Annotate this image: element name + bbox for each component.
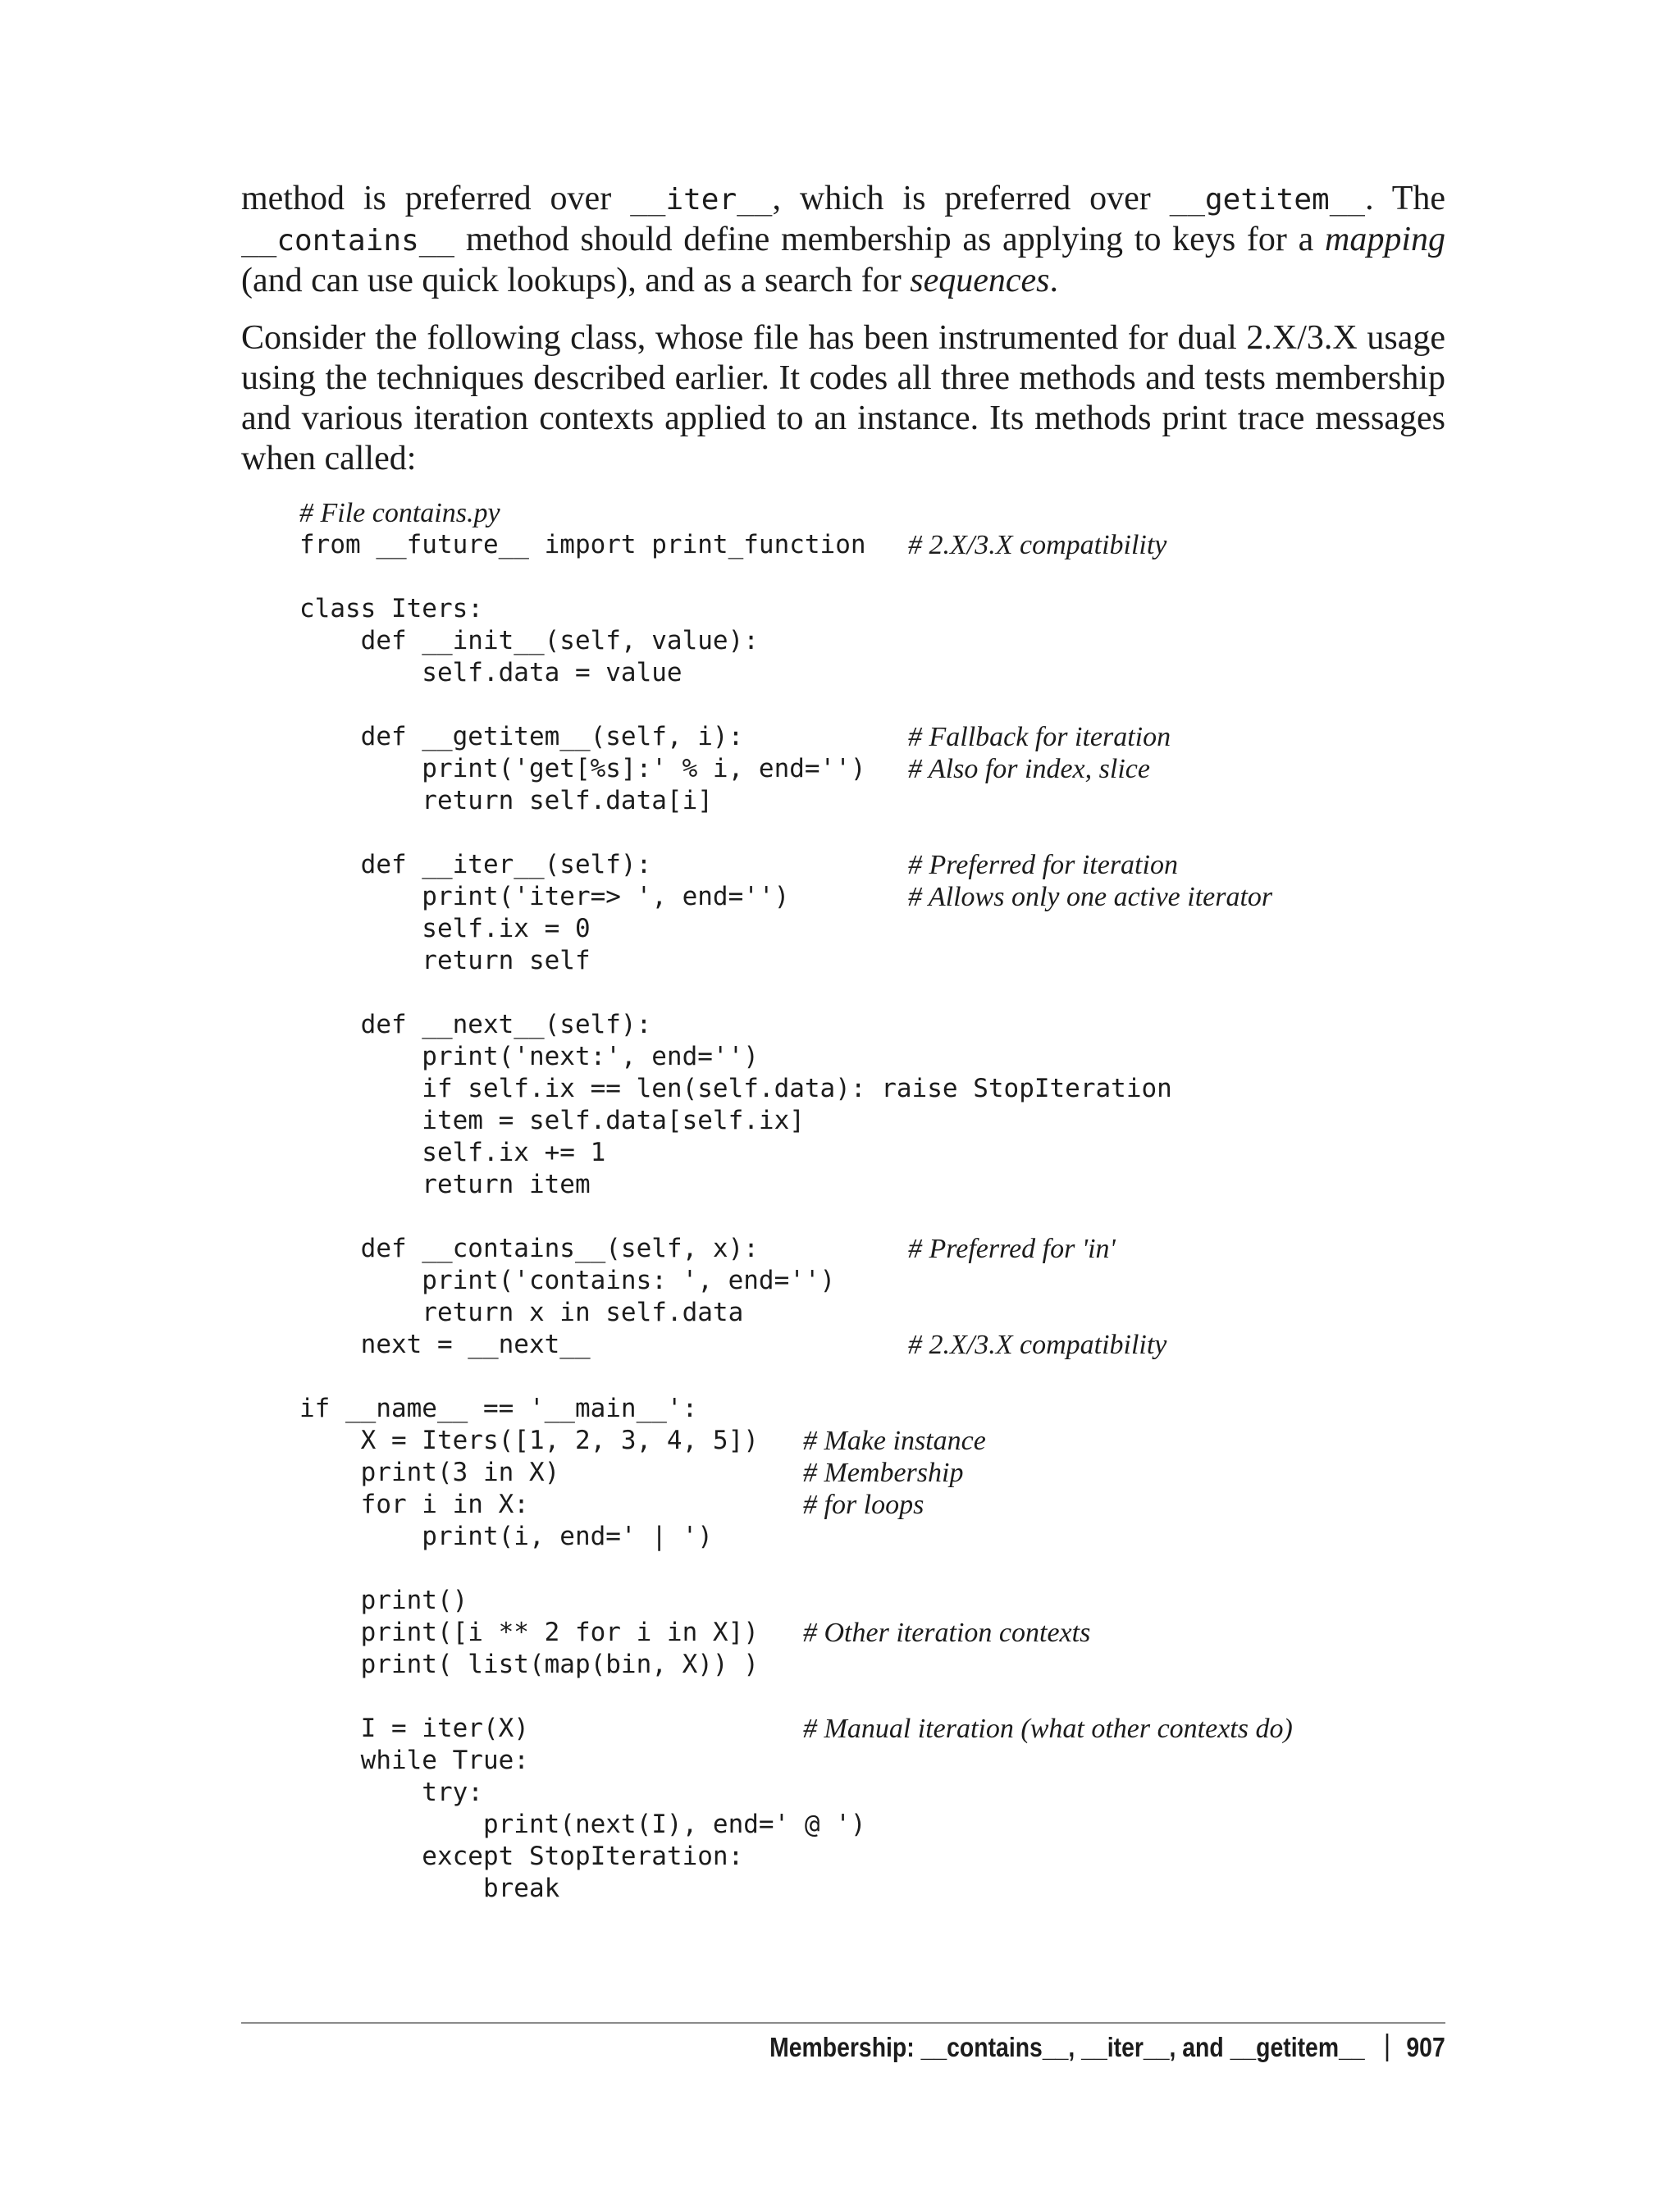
emphasis: sequences bbox=[910, 262, 1050, 299]
code-line bbox=[299, 1681, 1489, 1713]
code-line bbox=[299, 1553, 1489, 1585]
code-comment: # Membership bbox=[803, 1458, 964, 1488]
code-line: print() bbox=[299, 1586, 468, 1615]
code-line: self.ix += 1 bbox=[299, 1138, 606, 1167]
code-line: return self bbox=[299, 946, 591, 975]
code-comment: # File contains.py bbox=[299, 498, 500, 528]
inline-code: __iter__ bbox=[630, 183, 773, 217]
code-line bbox=[299, 561, 1489, 593]
code-comment: # Preferred for 'in' bbox=[908, 1234, 1116, 1264]
code-line: I = iter(X) # Manual iteration (what other contexts do) bbox=[299, 1714, 1293, 1744]
code-line: print('contains: ', end='') bbox=[299, 1266, 836, 1295]
code-line: break bbox=[299, 1874, 560, 1903]
code-line: print(next(I), end=' @ ') bbox=[299, 1810, 866, 1839]
code-line: def __contains__(self, x): # Preferred for 'in' bbox=[299, 1234, 1116, 1264]
code-line bbox=[299, 689, 1489, 721]
emphasis: mapping bbox=[1325, 221, 1445, 258]
code-line bbox=[299, 977, 1489, 1009]
code-line: self.data = value bbox=[299, 658, 682, 687]
code-comment: # Preferred for iteration bbox=[908, 850, 1178, 880]
code-comment: # Make instance bbox=[803, 1426, 986, 1456]
text-span: . The bbox=[1365, 180, 1445, 217]
code-line: print('next:', end='') bbox=[299, 1042, 759, 1071]
inline-code: __contains__ bbox=[241, 224, 455, 258]
code-line: print('get[%s]:' % i, end='') # Also for index, slice bbox=[299, 754, 1150, 784]
paragraph-intro bbox=[241, 179, 1445, 301]
code-line: if self.ix == len(self.data): raise StopIteration bbox=[299, 1074, 1172, 1103]
code-line: print([i ** 2 for i in X]) # Other iteration contexts bbox=[299, 1618, 1091, 1648]
code-listing bbox=[299, 497, 1489, 1905]
code-file-comment bbox=[299, 497, 1489, 529]
code-line: print('iter=> ', end='') # Allows only one active iterator bbox=[299, 882, 1273, 912]
code-line: next = __next__ # 2.X/3.X compatibility bbox=[299, 1330, 1167, 1360]
code-line: self.ix = 0 bbox=[299, 914, 591, 943]
code-comment: # 2.X/3.X compatibility bbox=[908, 1330, 1167, 1360]
code-line: def __init__(self, value): bbox=[299, 626, 759, 655]
code-line: except StopIteration: bbox=[299, 1842, 744, 1871]
code-line bbox=[299, 1201, 1489, 1233]
footer-divider bbox=[1386, 2034, 1389, 2061]
text-span: , which is preferred over bbox=[772, 180, 1170, 217]
paragraph-consider: Consider the following class, whose file has been instrumented for dual 2.X/3.X usage using the techniques described earlier. It codes all three methods and tests membership and various iteration contexts applied to an instance. Its methods print trace messages when called: bbox=[241, 319, 1445, 477]
code-line: if __name__ == '__main__': bbox=[299, 1394, 698, 1423]
code-line: for i in X: # for loops bbox=[299, 1490, 924, 1520]
text-span: method is preferred over bbox=[241, 180, 631, 217]
code-line: try: bbox=[299, 1778, 483, 1807]
code-line: def __getitem__(self, i): # Fallback for iteration bbox=[299, 722, 1171, 752]
code-line: print( list(map(bin, X)) ) bbox=[299, 1650, 759, 1679]
code-comment: # Fallback for iteration bbox=[908, 722, 1171, 752]
text-span: method should define membership as applying to keys for a bbox=[454, 221, 1325, 258]
text-span: (and can use quick lookups), and as a search for bbox=[241, 262, 911, 299]
code-line: X = Iters([1, 2, 3, 4, 5]) # Make instance bbox=[299, 1426, 986, 1456]
code-comment: # Allows only one active iterator bbox=[908, 882, 1273, 912]
inline-code: __getitem__ bbox=[1169, 183, 1366, 217]
code-line: def __iter__(self): # Preferred for iteration bbox=[299, 850, 1178, 880]
code-line: class Iters: bbox=[299, 594, 483, 623]
code-line: print(3 in X) # Membership bbox=[299, 1458, 964, 1488]
code-comment: # Manual iteration (what other contexts do) bbox=[803, 1714, 1293, 1744]
text-span: . bbox=[1049, 262, 1058, 299]
code-line bbox=[299, 1361, 1489, 1393]
code-comment: # 2.X/3.X compatibility bbox=[908, 530, 1167, 560]
code-line: def __next__(self): bbox=[299, 1010, 652, 1039]
code-line bbox=[299, 817, 1489, 849]
code-comment: # Also for index, slice bbox=[908, 754, 1150, 784]
code-line: return item bbox=[299, 1170, 591, 1199]
code-line: while True: bbox=[299, 1746, 529, 1775]
running-footer-title: Membership: __contains__, __iter__, and __getitem__ bbox=[769, 2032, 1365, 2062]
page-number: 907 bbox=[1406, 2032, 1445, 2062]
code-line: return x in self.data bbox=[299, 1298, 744, 1327]
code-line: print(i, end=' | ') bbox=[299, 1522, 713, 1551]
code-comment: # Other iteration contexts bbox=[803, 1618, 1091, 1648]
code-line: item = self.data[self.ix] bbox=[299, 1106, 805, 1135]
code-line: from __future__ import print_function # 2.X/3.X compatibility bbox=[299, 530, 1167, 560]
code-comment: # for loops bbox=[803, 1490, 924, 1520]
page-footer bbox=[769, 2029, 1445, 2066]
code-line: return self.data[i] bbox=[299, 786, 713, 815]
footer-rule bbox=[241, 2022, 1445, 2024]
